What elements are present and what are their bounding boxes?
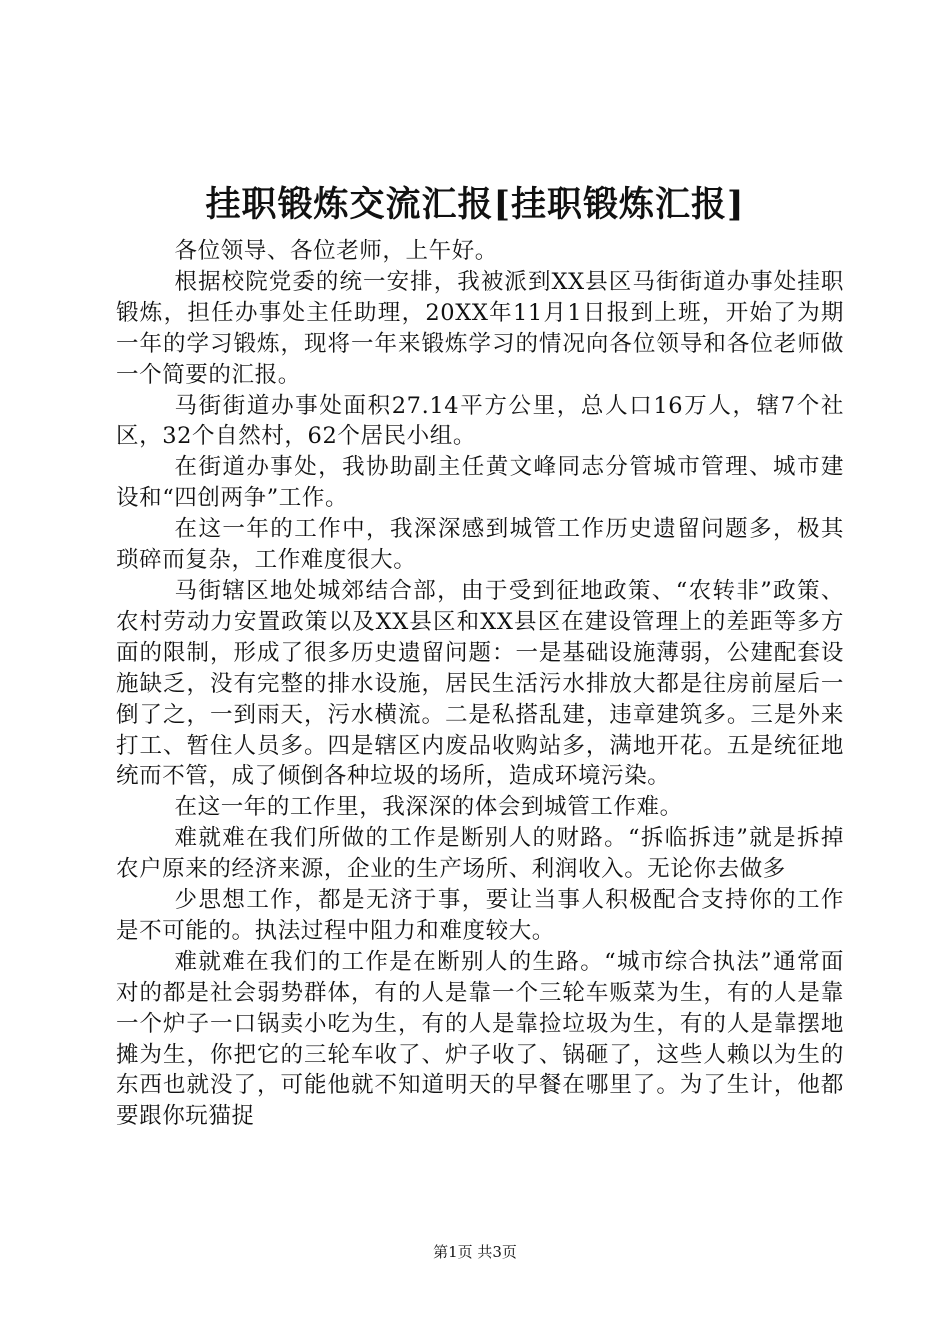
paragraph-resistance: 少思想工作，都是无济于事，要让当事人积极配合支持你的工作是不可能的。执法过程中阻力和难度较大。 [116,887,844,944]
paragraph-history: 马街辖区地处城郊结合部，由于受到征地政策、“农转非”政策、农村劳动力安置政策以及XX县区和XX县区在建设管理上的差距等多方面的限制，形成了很多历史遗留问题：一是基础设施薄弱，公建配套设施缺乏，没有完整的排水设施，居民生活污水排放大都是往房前屋后一倒了之，一到雨天，污水横流。二是私搭乱建，违章建筑多。三是外来打工、暂住人员多。四是辖区内废品收购站多，满地开花。五是统征地统而不管，成了倾倒各种垃圾的场所，造成环境污染。 [116,577,844,790]
paragraph-difficulty: 在这一年的工作中，我深深感到城管工作历史遗留问题多，极其琐碎而复杂，工作难度很大。 [116,516,844,574]
document-body [116,236,844,1132]
paragraph-area: 马街街道办事处面积27.14平方公里，总人口16万人，辖7个社区，32个自然村，62个居民小组。 [116,392,844,450]
document-title: 挂职锻炼交流汇报[挂职锻炼汇报] [205,184,745,225]
paragraph-intro: 根据校院党委的统一安排，我被派到XX县区马街街道办事处挂职锻炼，担任办事处主任助理，20XX年11月1日报到上班，开始了为期一年的学习锻炼，现将一年来锻炼学习的情况向各位领导和各位老师做一个简要的汇报。 [116,268,844,388]
paragraph-livelihood: 难就难在我们的工作是在断别人的生路。“城市综合执法”通常面对的都是社会弱势群体，有的人是靠一个三轮车贩菜为生，有的人是靠一个炉子一口锅卖小吃为生，有的人是靠捡垃圾为生，有的人是靠摆地摊为生，你把它的三轮车收了、炉子收了、锅砸了，这些人赖以为生的东西也就没了，可能他就不知道明天的早餐在哪里了。为了生计，他都要跟你玩猫捉 [116,948,844,1130]
paragraph-greeting: 各位领导、各位老师，上午好。 [174,238,498,264]
paragraph-financial: 难就难在我们所做的工作是断别人的财路。“拆临拆违”就是拆掉农户原来的经济来源，企业的生产场所、利润收入。无论你去做多 [116,825,844,883]
paragraph-experience: 在这一年的工作里，我深深的体会到城管工作难。 [174,794,683,821]
page-number-footer: 第1页 共3页 [433,1243,517,1261]
paragraph-role: 在街道办事处，我协助副主任黄文峰同志分管城市管理、城市建设和“四创两争”工作。 [116,454,844,512]
